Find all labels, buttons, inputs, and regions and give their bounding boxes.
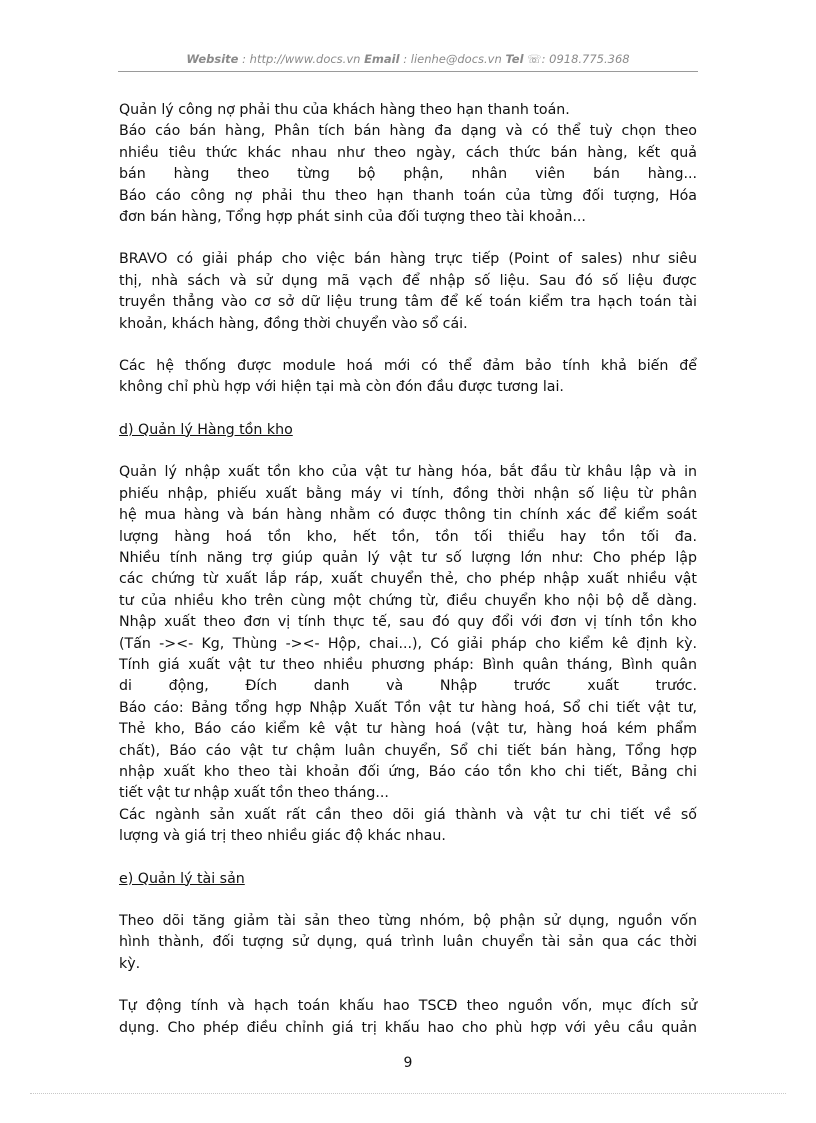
text-line: kỳ.: [119, 955, 141, 972]
paragraph-point-of-sales: [119, 249, 697, 335]
text-line: lượng hàng hoá tồn kho, hết tồn, tồn tối thiểu hay tồn tối đa.: [119, 528, 697, 545]
phone-icon: ☏: [527, 52, 542, 66]
document-body: [119, 100, 697, 1039]
text-line: dụng. Cho phép điều chỉnh giá trị khấu hao cho phù hợp với yêu cầu quản: [119, 1019, 697, 1036]
header-email-value: : lienhe@docs.vn: [403, 52, 502, 66]
section-heading-inventory: d) Quản lý Hàng tồn kho: [119, 421, 293, 438]
text-line: Quản lý công nợ phải thu của khách hàng theo hạn thanh toán.: [119, 102, 570, 118]
text-line: di động, Đích danh và Nhập trước xuất trước.: [119, 678, 697, 695]
text-line: Báo cáo bán hàng, Phân tích bán hàng đa dạng và có thể tuỳ chọn theo: [119, 123, 697, 140]
text-line: Quản lý nhập xuất tồn kho của vật tư hàng hóa, bắt đầu từ khâu lập và in: [119, 464, 697, 481]
section-heading-assets: e) Quản lý tài sản: [119, 870, 245, 887]
paragraph-depreciation: [119, 996, 697, 1039]
text-line: Báo cáo công nợ phải thu theo hạn thanh toán của từng đối tượng, Hóa: [119, 187, 697, 204]
text-line: các chứng từ xuất lắp ráp, xuất chuyển thẻ, cho phép nhập xuất nhiều vật: [119, 571, 697, 588]
paragraph-receivables: [119, 100, 697, 228]
text-line: không chỉ phù hợp với hiện tại mà còn đón đầu được tương lai.: [119, 379, 564, 396]
header-website-label: Website: [186, 52, 239, 66]
text-line: Thẻ kho, Báo cáo kiểm kê vật tư hàng hoá (vật tư, hàng hoá kém phẩm: [119, 721, 697, 738]
text-line: Tự động tính và hạch toán khấu hao TSCĐ theo nguồn vốn, mục đích sử: [119, 998, 697, 1015]
text-line: nhiều tiêu thức khác nhau như theo ngày, cách thức bán hàng, kết quả: [119, 144, 697, 161]
text-line: hệ mua hàng và bán hàng nhằm có được thông tin chính xác để kiểm soát: [119, 507, 697, 524]
text-line: hình thành, đối tượng sử dụng, quá trình luân chuyển tài sản qua các thời: [119, 934, 697, 951]
text-line: lượng và giá trị theo nhiều giác độ khác nhau.: [119, 828, 446, 845]
text-line: Theo dõi tăng giảm tài sản theo từng nhóm, bộ phận sử dụng, nguồn vốn: [119, 913, 697, 929]
text-line: truyền thẳng vào cơ sở dữ liệu trung tâm để kế toán kiểm tra hạch toán tài: [119, 294, 697, 311]
text-line: Tính giá xuất vật tư theo nhiều phương pháp: Bình quân tháng, Bình quân: [119, 656, 697, 673]
text-line: chất), Báo cáo vật tư chậm luân chuyển, Sổ chi tiết bán hàng, Tổng hợp: [119, 742, 697, 759]
text-line: phiếu nhập, phiếu xuất bằng máy vi tính, đồng thời nhận số liệu từ phân: [119, 485, 697, 502]
text-line: tiết vật tư nhập xuất tồn theo tháng...: [119, 785, 389, 802]
header-email-label: Email: [364, 52, 400, 66]
footer-divider: [30, 1093, 786, 1094]
page-number: 9: [403, 1055, 413, 1071]
text-line: khoản, khách hàng, đồng thời chuyển vào sổ cái.: [119, 315, 468, 332]
page-header: [118, 52, 698, 66]
text-line: thị, nhà sách và sử dụng mã vạch để nhập số liệu. Sau đó số liệu được: [119, 272, 697, 289]
header-tel-value: : 0918.775.368: [541, 52, 630, 66]
text-line: nhập xuất kho theo tài khoản đối ứng, Báo cáo tồn kho chi tiết, Bảng chi: [119, 763, 697, 780]
text-line: (Tấn -><- Kg, Thùng -><- Hộp, chai...), Có giải pháp cho kiểm kê định kỳ.: [119, 635, 697, 652]
header-divider: [118, 71, 698, 72]
text-line: Các hệ thống được module hoá mới có thể đảm bảo tính khả biến để: [119, 358, 697, 375]
paragraph-inventory: [119, 462, 697, 847]
text-line: bán hàng theo từng bộ phận, nhân viên bán hàng...: [119, 166, 697, 183]
paragraph-modules: [119, 356, 697, 399]
text-line: Báo cáo: Bảng tổng hợp Nhập Xuất Tồn vật tư hàng hoá, Sổ chi tiết vật tư,: [119, 699, 697, 716]
text-line: Các ngành sản xuất rất cần theo dõi giá thành và vật tư chi tiết về số: [119, 806, 697, 823]
text-line: Nhập xuất theo đơn vị tính thực tế, sau đó quy đổi với đơn vị tính tồn kho: [119, 614, 697, 631]
text-line: BRAVO có giải pháp cho việc bán hàng trực tiếp (Point of sales) như siêu: [119, 251, 697, 268]
text-line: tư của nhiều kho trên cùng một chứng từ, điều chuyển kho nội bộ dễ dàng.: [119, 592, 697, 609]
header-tel-label: Tel: [505, 52, 524, 66]
text-line: đơn bán hàng, Tổng hợp phát sinh của đối tượng theo tài khoản...: [119, 209, 586, 226]
header-website-value: : http://www.docs.vn: [242, 52, 361, 66]
paragraph-assets-tracking: [119, 911, 697, 975]
text-line: Nhiều tính năng trợ giúp quản lý vật tư số lượng lớn như: Cho phép lập: [119, 549, 697, 566]
